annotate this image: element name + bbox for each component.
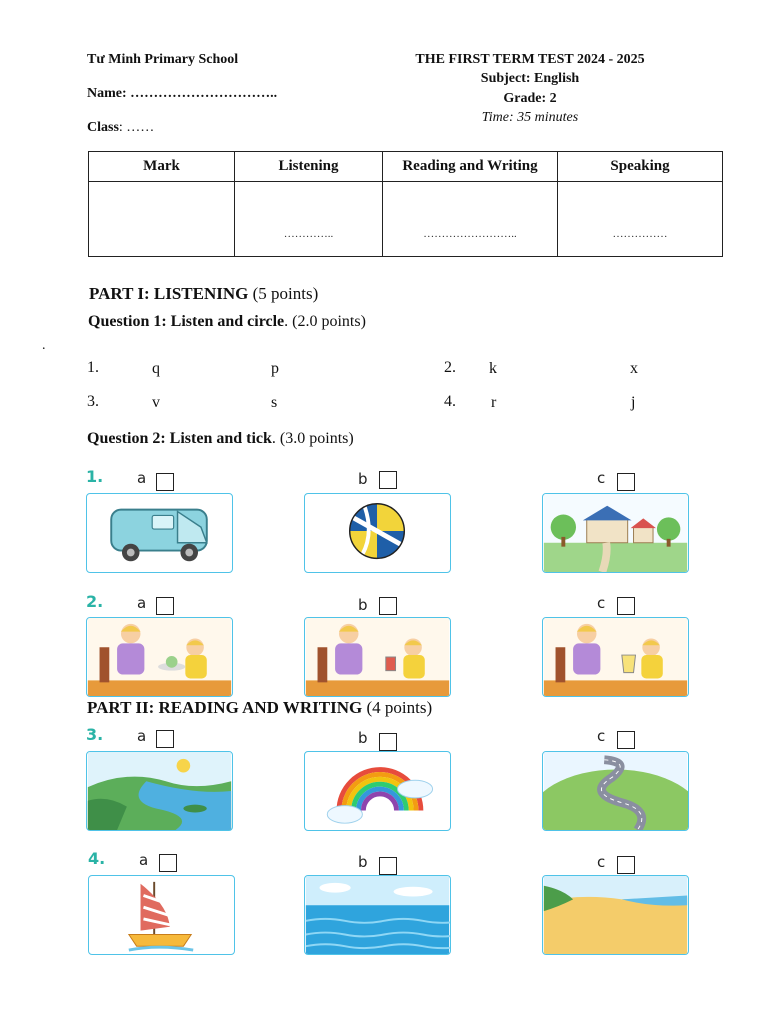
family-lemonade-picture[interactable] [542,617,689,697]
house-garden-picture[interactable] [542,493,689,573]
class-line [87,120,154,136]
q1-option-letter[interactable]: s [271,394,278,411]
tick-box[interactable] [156,730,174,748]
option-label: c [597,853,606,871]
subject: Subject: English [480,71,580,86]
name-label: Name: [87,86,127,101]
q2-row-number: 4. [88,849,106,868]
name-line [87,86,277,102]
q1-option-letter[interactable]: q [152,360,160,377]
family-food-picture[interactable] [86,617,233,697]
part1-heading [89,284,318,304]
option-label: c [597,469,606,487]
q2-title: Question 2: Listen and tick [87,430,272,447]
listening-score-cell[interactable]: ………….. [235,182,383,257]
tick-box[interactable] [156,473,174,491]
beach-picture[interactable] [542,875,689,955]
option-label: b [358,470,368,488]
time-limit: Time: 35 minutes [481,110,579,125]
header-speaking: Speaking [558,152,723,182]
q2-heading [87,430,354,448]
q1-option-letter[interactable]: x [630,360,638,377]
q1-item-number: 2. [444,359,456,376]
tick-box[interactable] [379,471,397,489]
tick-box[interactable] [379,857,397,875]
header-mark: Mark [89,152,235,182]
score-table [88,151,723,257]
test-title: THE FIRST TERM TEST 2024 - 2025 [415,52,645,67]
tick-box[interactable] [379,597,397,615]
class-blank[interactable]: : …… [118,120,155,135]
q1-option-letter[interactable]: k [489,360,497,377]
road-picture[interactable] [542,751,689,831]
option-label: c [597,594,606,612]
q2-row-number: 3. [86,725,104,744]
ball-picture[interactable] [304,493,451,573]
q1-option-letter[interactable]: v [152,394,160,411]
q1-item-number: 3. [87,393,99,410]
tick-box[interactable] [617,597,635,615]
option-label: a [139,851,149,869]
part1-points: (5 points) [248,284,319,303]
school-name: Tư Minh Primary School [87,52,239,67]
tick-box[interactable] [159,854,177,872]
stray-dot: . [42,338,46,353]
sea-picture[interactable] [304,875,451,955]
tick-box[interactable] [156,597,174,615]
header-reading-writing: Reading and Writing [383,152,558,182]
q1-option-letter[interactable]: r [491,394,497,411]
header-listening: Listening [235,152,383,182]
sailboat-picture[interactable] [88,875,235,955]
q1-option-letter[interactable]: p [271,360,279,377]
q1-option-letter[interactable]: j [631,394,636,411]
q2-row-number: 2. [86,592,104,611]
name-blank[interactable]: ………………………….. [130,86,278,101]
reading-writing-score-cell[interactable]: …………………….. [383,182,558,257]
option-label: a [137,469,147,487]
part2-title: PART II: READING AND WRITING [87,698,363,717]
q1-title: Question 1: Listen and circle [88,313,285,330]
mark-cell[interactable] [89,182,235,257]
part2-points: (4 points) [362,698,433,717]
option-label: b [358,596,368,614]
tick-box[interactable] [617,473,635,491]
q2-points: . (3.0 points) [271,430,354,447]
family-juice-picture[interactable] [304,617,451,697]
option-label: a [137,727,147,745]
part2-heading [87,698,432,718]
q1-heading [88,313,366,331]
van-picture[interactable] [86,493,233,573]
option-label: b [358,729,368,747]
grade: Grade: 2 [503,91,557,106]
tick-box[interactable] [617,731,635,749]
option-label: a [137,594,147,612]
speaking-score-cell[interactable]: …………… [558,182,723,257]
rainbow-picture[interactable] [304,751,451,831]
q1-item-number: 1. [87,359,99,376]
q2-row-number: 1. [86,467,104,486]
part1-title: PART I: LISTENING [89,284,249,303]
option-label: b [358,853,368,871]
q1-item-number: 4. [444,393,456,410]
option-label: c [597,727,606,745]
tick-box[interactable] [617,856,635,874]
q1-points: . (2.0 points) [284,313,366,330]
class-label: Class [87,120,119,135]
tick-box[interactable] [379,733,397,751]
river-picture[interactable] [86,751,233,831]
